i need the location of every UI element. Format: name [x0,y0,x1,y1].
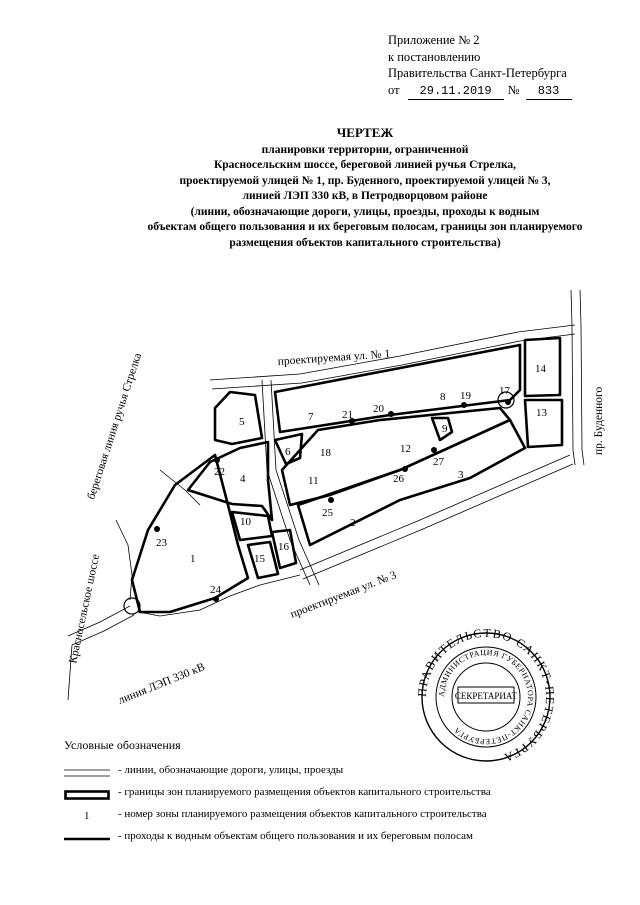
legend-text: - проходы к водным объектам общего пользования и их береговым полосам [118,830,474,842]
road-line-symbol [64,768,110,778]
zone-label-25: 25 [322,507,333,519]
zone-label-13: 13 [536,407,547,419]
zone-label-19: 19 [460,390,471,402]
zone-label-9: 9 [442,423,448,435]
heading-line: размещения объектов капитального строительства) [229,236,501,249]
zone-label-8: 8 [440,391,446,403]
zone-label-1: 1 [190,553,196,565]
label-street-3: проектируемая ул. № 3 [288,569,399,621]
legend-item-roads [64,764,624,786]
zone-boundary-symbol [64,790,110,800]
zone-numbers [156,363,548,596]
appendix-line-2: к постановлению [388,49,481,64]
appendix-line-1: Приложение № 2 [388,33,480,47]
zone-boundaries [132,338,562,612]
heading-line: линией ЛЭП 330 кВ, в Петродворцовом районе [242,190,488,202]
drawing-title: ЧЕРТЕЖ [336,125,394,140]
date-prefix: от [388,82,400,97]
heading-line: Красносельским шоссе, береговой линией ручья Стрелка, [213,159,517,171]
number-prefix: № [507,82,520,97]
zone-label-24: 24 [210,584,221,596]
zone-label-10: 10 [240,516,251,528]
heading-line: планировки территории, ограниченной [261,143,469,156]
zone-label-15: 15 [254,553,265,565]
heading-line: (линии, обозначающие дороги, улицы, проезды, проходы к водным [190,205,540,218]
legend-item-passages [64,830,624,852]
zone-label-2: 2 [350,517,356,529]
label-street-1: проектируемая ул. № 1 [277,348,391,368]
label-krasnoselskoe: Красносельское шоссе [67,553,103,665]
zone-label-21: 21 [342,409,353,421]
zone-label-12: 12 [400,443,411,455]
zone-label-23: 23 [156,537,167,549]
decree-date: 29.11.2019 [408,83,504,101]
legend-item-zone-boundary [64,786,624,808]
zone-number-symbol: 1 [84,810,90,822]
stamp-inner-text: АДМИНИСТРАЦИЯ ГУБЕРНАТОРА САНКТ-ПЕТЕРБУРГА [436,647,536,747]
zone-label-22: 22 [214,466,225,478]
label-power-line: линия ЛЭП 330 кВ [116,661,207,707]
legend-title: Условные обозначения [64,738,181,752]
label-budennogo: пр. Буденного [593,386,605,455]
legend-item-zone-number [64,808,624,830]
zone-label-7: 7 [308,411,314,423]
zone-label-20: 20 [373,403,384,415]
zone-label-14: 14 [535,363,546,375]
zone-label-18: 18 [320,447,331,459]
passage-symbol [64,834,110,844]
secretariat-stamp [415,626,557,765]
stamp-outer-text: ПРАВИТЕЛЬСТВО САНКТ-ПЕТЕРБУРГА [414,625,558,766]
zone-label-4: 4 [240,473,246,485]
decree-number: 833 [526,83,572,101]
zone-label-6: 6 [285,446,291,458]
legend-text: - границы зон планируемого размещения объектов капитального строительства [118,786,491,798]
zone-label-11: 11 [308,475,319,487]
zone-points [154,399,511,602]
appendix-line-3: Правительства Санкт-Петербурга [388,66,567,80]
zone-label-5: 5 [239,416,245,428]
legend-text: - линии, обозначающие дороги, улицы, проезды [118,764,344,776]
stamp-center-text: СЕКРЕТАРИАТ [454,691,518,701]
label-stream: береговая линия ручья Стрелка [85,351,145,501]
heading-line: проектируемой улицей № 1, пр. Буденного, проектируемой улицей № 3, [179,174,551,187]
heading-line: объектам общего пользования и их береговым полосам, границы зон планируемого [147,221,583,233]
zone-label-17: 17 [499,385,510,397]
zone-label-3: 3 [458,469,464,481]
zone-label-27: 27 [433,456,444,468]
zone-label-26: 26 [393,473,404,485]
legend-text: - номер зоны планируемого размещения объектов капитального строительства [118,808,487,820]
legend [64,764,624,852]
zone-label-16: 16 [278,541,289,553]
